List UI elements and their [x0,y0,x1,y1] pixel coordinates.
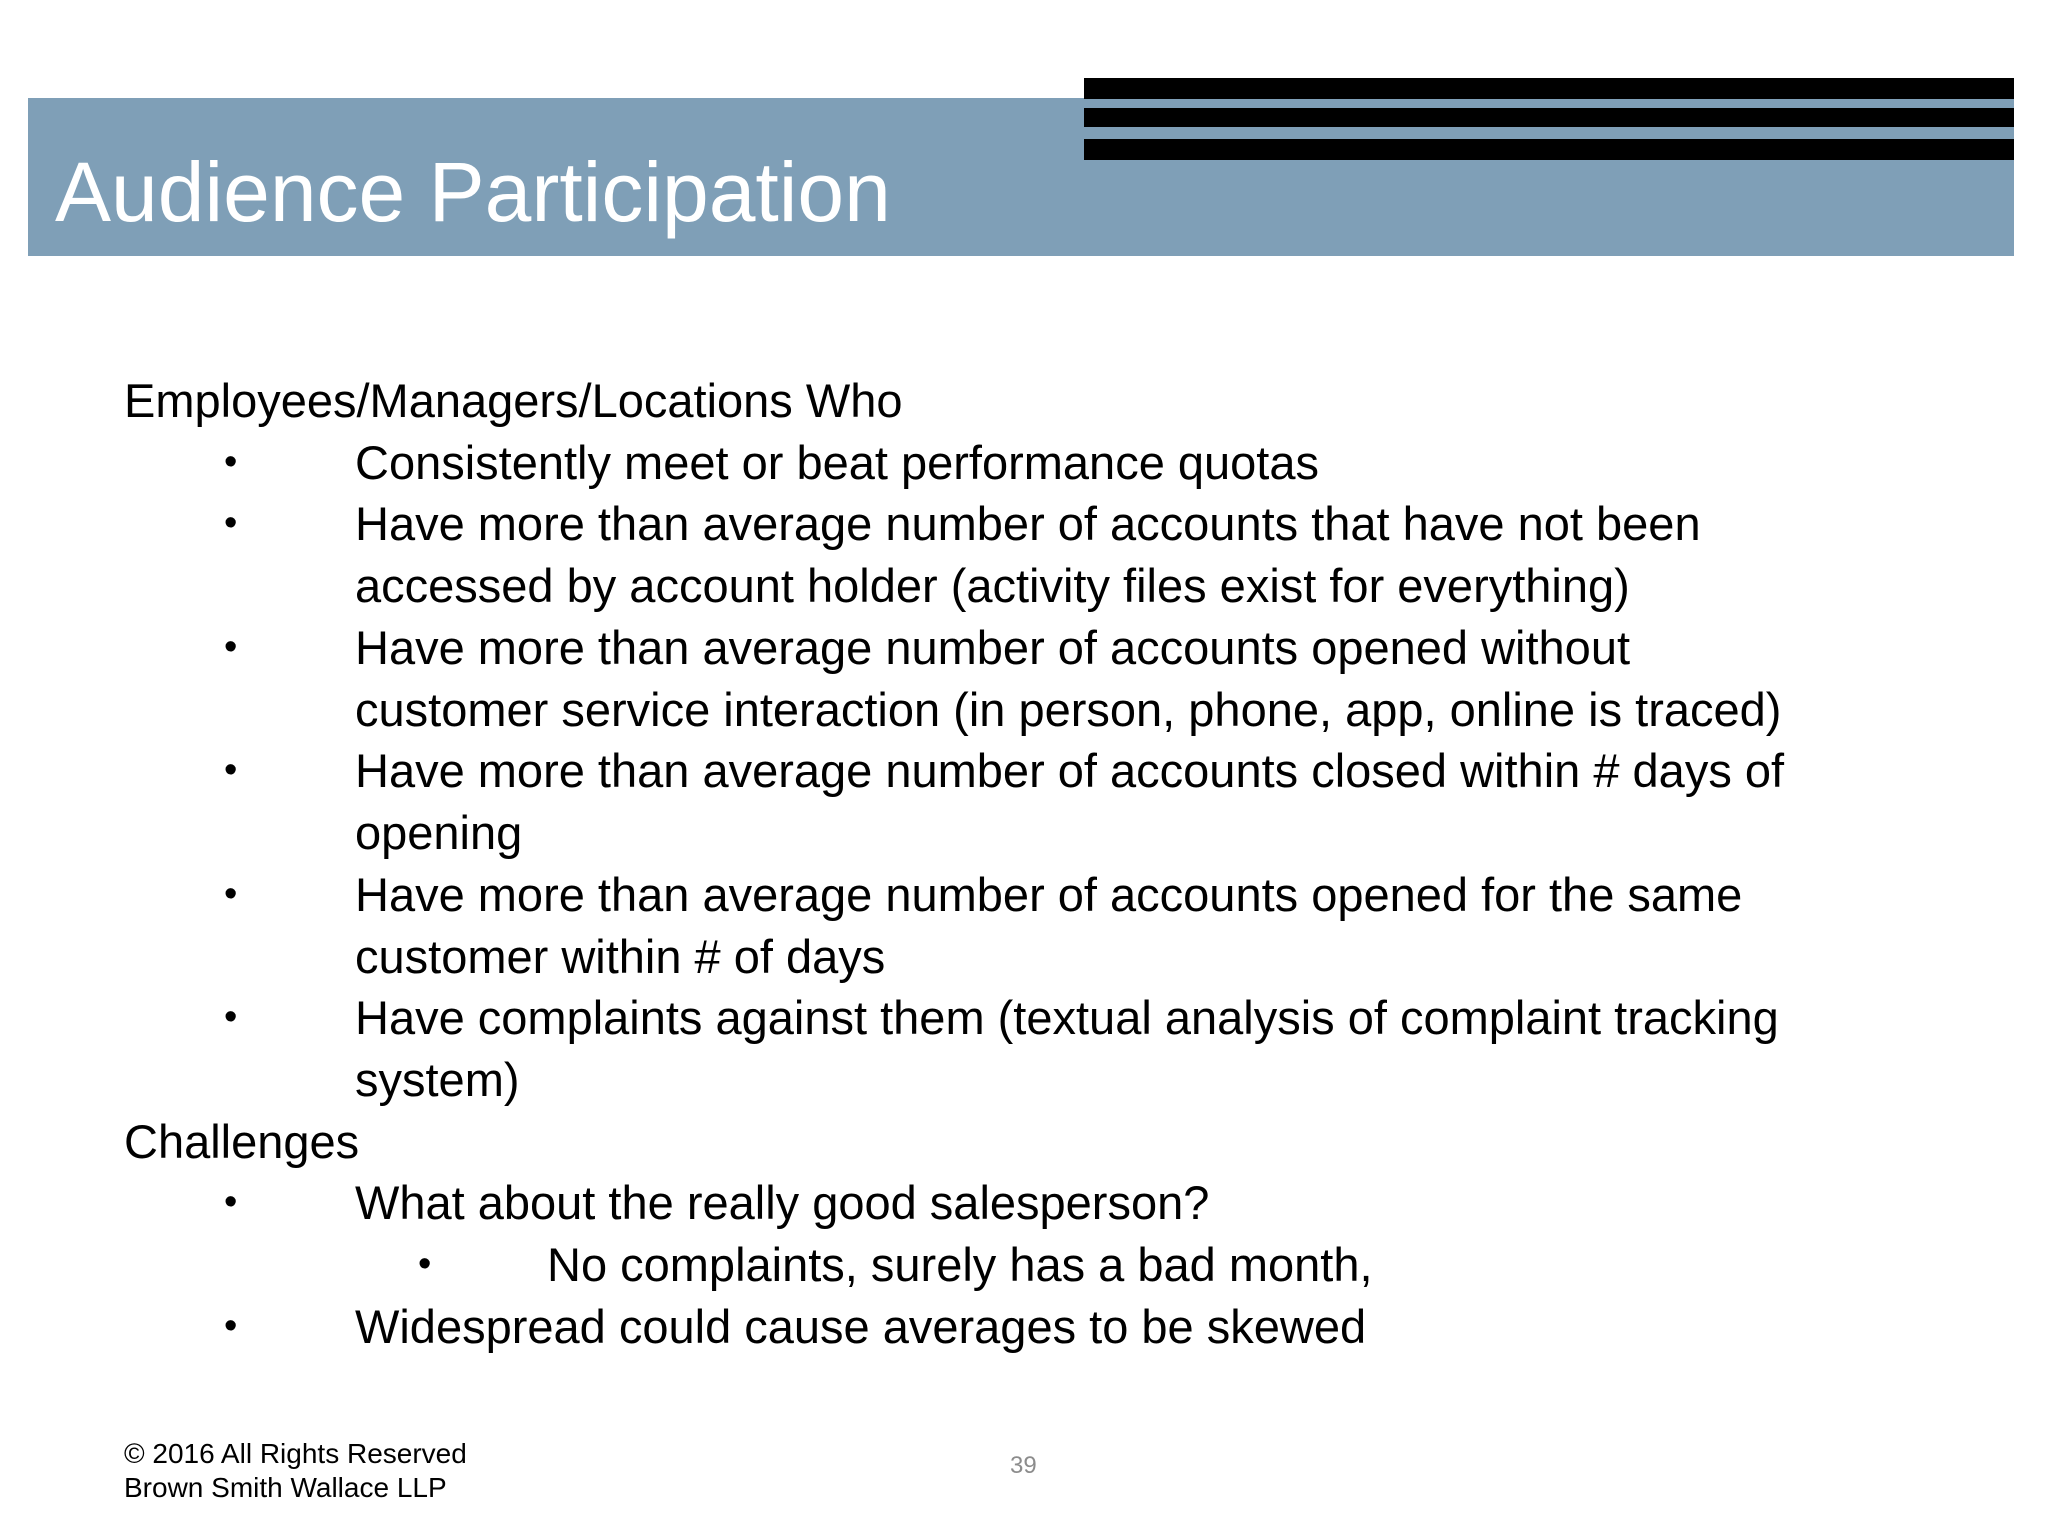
section-heading: Employees/Managers/Locations Who [124,374,903,427]
bullet-text: Have more than average number of accounts opened without [355,621,1631,674]
bullet-text: Widespread could cause averages to be skewed [355,1300,1367,1353]
bullet-text: Have more than average number of accounts opened for the same [355,868,1743,921]
slide-title: Audience Participation [55,145,891,239]
bullet-icon: • [224,749,238,791]
bullet-text-continued: customer within # of days [355,929,886,983]
bullet-icon: • [224,1305,238,1347]
bullet-text: What about the really good salesperson? [355,1176,1210,1229]
page-number: 39 [1010,1452,1037,1479]
bullet-text: Have more than average number of accounts closed within # days of [355,744,1785,797]
bullet-icon: • [418,1243,432,1285]
bullet-icon: • [224,626,238,668]
bullet-text: No complaints, surely has a bad month, [547,1238,1373,1291]
company-name: Brown Smith Wallace LLP [124,1472,447,1503]
bullet-text: Have more than average number of accounts that have not been [355,497,1701,550]
footer [124,1437,467,1505]
bullet-text-continued: system) [355,1052,520,1106]
decorative-stripe [1084,139,2014,160]
bullet-icon: • [224,996,238,1038]
bullet-text-continued: accessed by account holder (activity files exist for everything) [355,558,1630,612]
bullet-icon: • [224,502,238,544]
bullet-text-continued: customer service interaction (in person, phone, app, online is traced) [355,682,1782,736]
bullet-text: Consistently meet or beat performance quotas [355,436,1320,489]
decorative-stripe [1084,108,2014,127]
bullet-text-continued: opening [355,805,523,859]
copyright-text: © 2016 All Rights Reserved [124,1438,467,1469]
bullet-icon: • [224,1181,238,1223]
bullet-icon: • [224,441,238,483]
section-heading: Challenges [124,1115,360,1168]
bullet-text: Have complaints against them (textual analysis of complaint tracking [355,991,1779,1044]
decorative-stripe [1084,78,2014,99]
bullet-icon: • [224,873,238,915]
